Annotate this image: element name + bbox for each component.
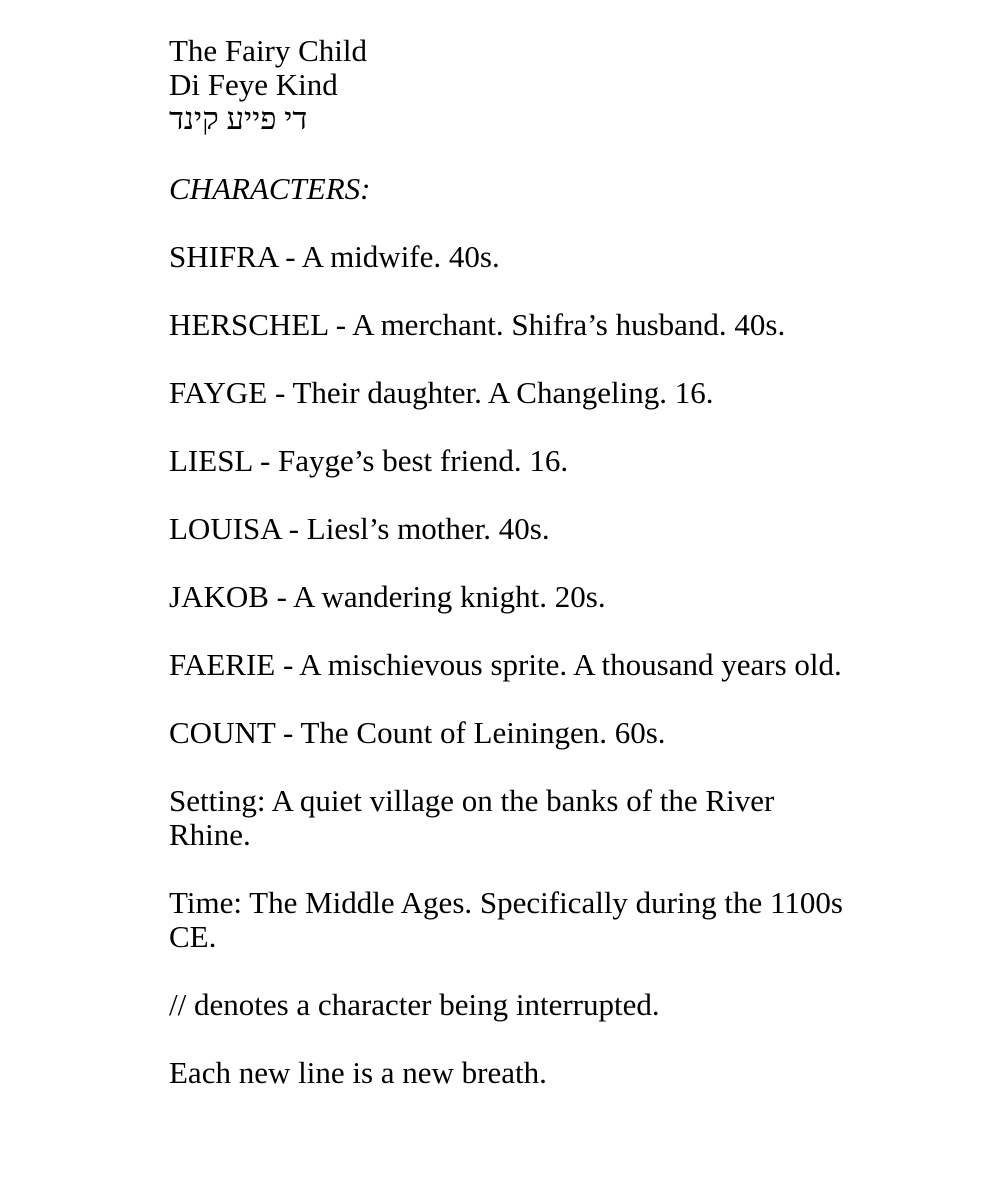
character-entry: LOUISA - Liesl’s mother. 40s. <box>169 511 550 546</box>
breath-note: Each new line is a new breath. <box>169 1055 547 1090</box>
time-note: Time: The Middle Ages. Specifically during the 1100s CE. <box>169 885 843 954</box>
character-entry: HERSCHEL - A merchant. Shifra’s husband. 40s. <box>169 307 786 342</box>
character-entry: COUNT - The Count of Leiningen. 60s. <box>169 715 666 750</box>
character-entry: JAKOB - A wandering knight. 20s. <box>169 579 606 614</box>
script-cover-page <box>169 34 849 1090</box>
interruption-note: // denotes a character being interrupted. <box>169 987 660 1022</box>
title-yiddish: די פייע קינד <box>169 101 308 136</box>
character-entry: FAERIE - A mischievous sprite. A thousand years old. <box>169 647 842 682</box>
title-transliteration: Di Feye Kind <box>169 67 338 102</box>
character-entry: FAYGE - Their daughter. A Changeling. 16. <box>169 375 714 410</box>
character-entry: SHIFRA - A midwife. 40s. <box>169 239 500 274</box>
setting-note: Setting: A quiet village on the banks of the River Rhine. <box>169 783 775 852</box>
character-entry: LIESL - Fayge’s best friend. 16. <box>169 443 569 478</box>
characters-heading: CHARACTERS: <box>169 171 371 206</box>
title-english: The Fairy Child <box>169 33 368 68</box>
